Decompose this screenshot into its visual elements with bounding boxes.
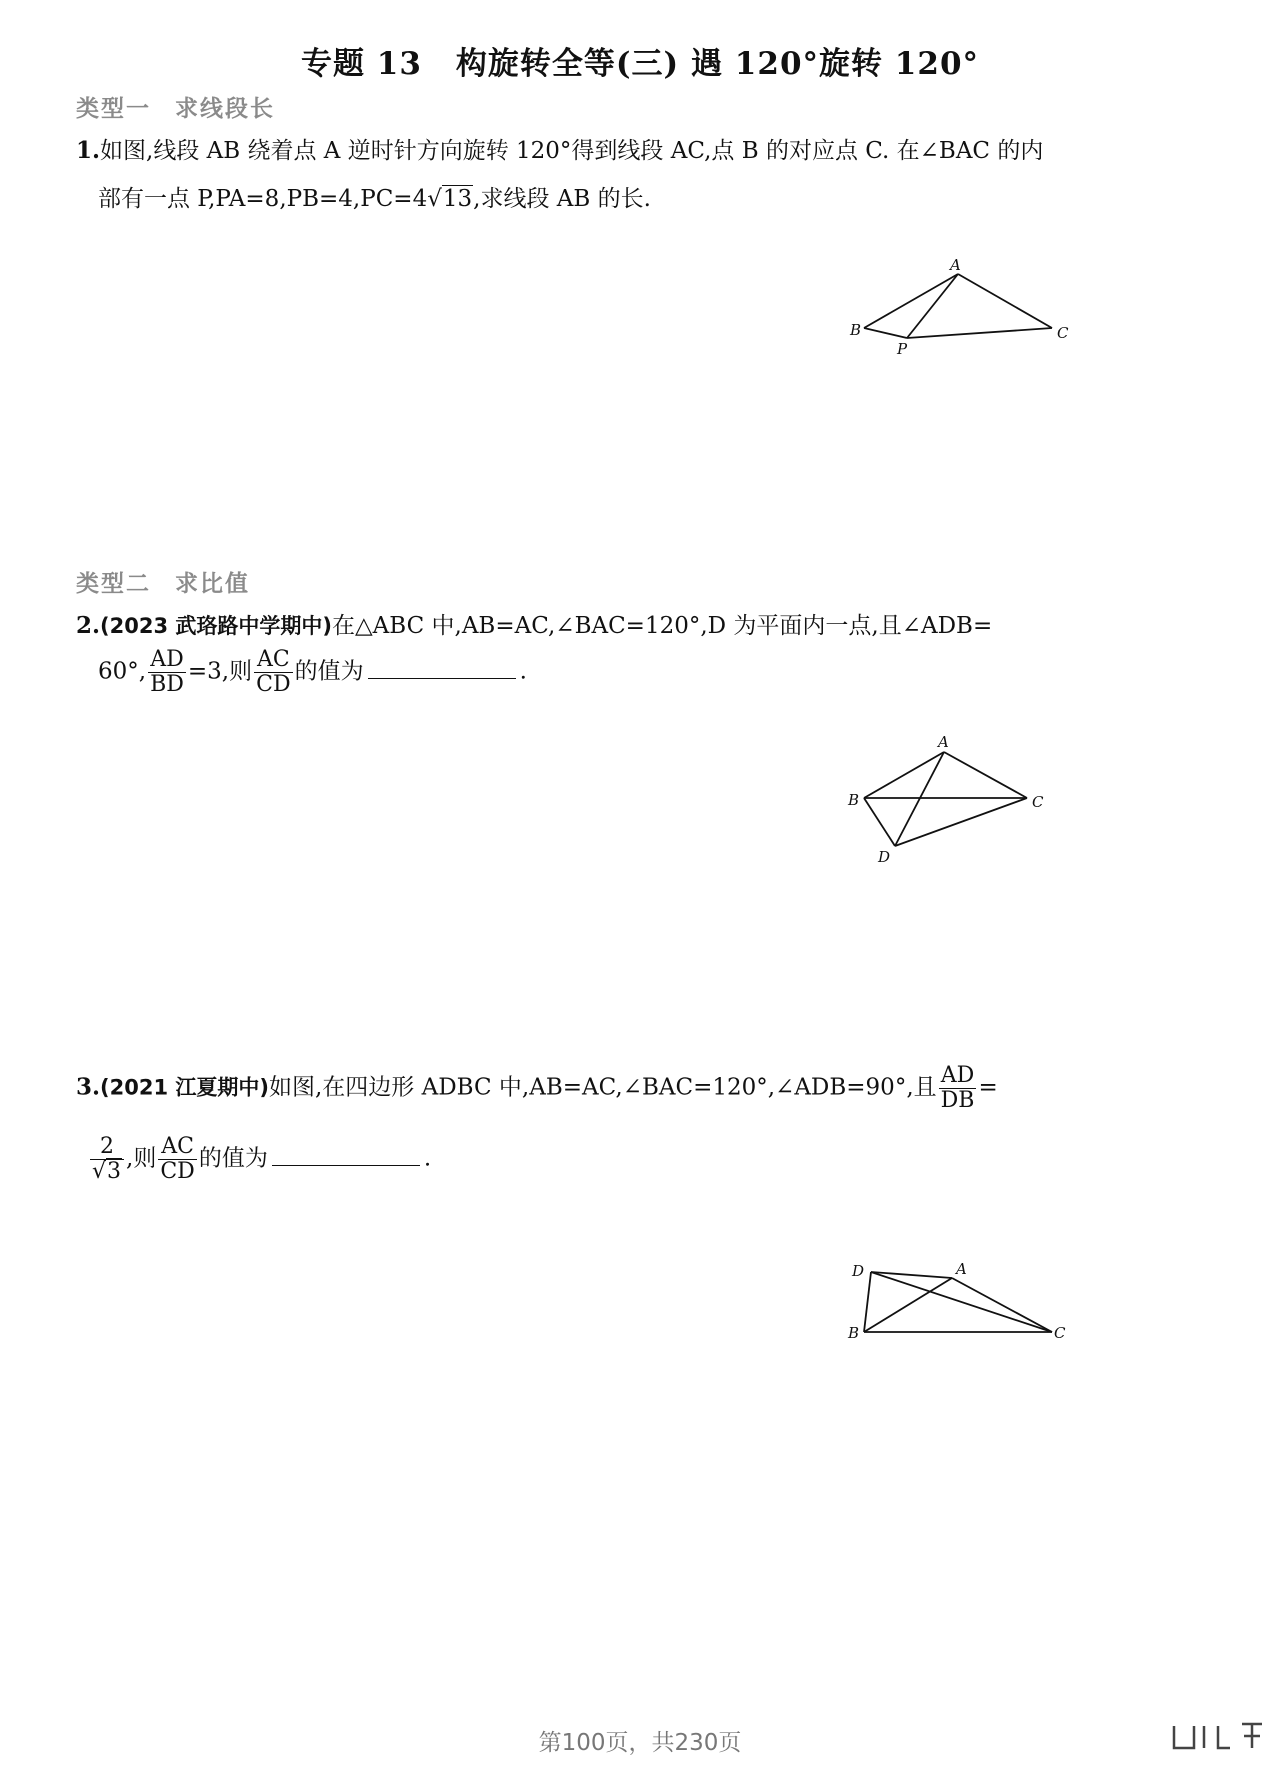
q3-figure [840,1250,1080,1360]
q2-text-2: 60°, [98,658,147,685]
q2-line-2 [98,648,527,697]
q3-line-1 [76,1064,998,1113]
q3-text-1: 如图,在四边形 ADBC 中,AB=AC,∠BAC=120°,∠ADB=90°,且 [268,1074,937,1101]
segment-da [871,1272,952,1278]
q2-text-3: =3,则 [187,658,253,685]
point-label-b: B [848,791,860,809]
q3-source: (2021 江夏期中) [100,1075,269,1100]
point-label-a: A [938,733,949,751]
q3-text-4: 的值为 [198,1145,268,1172]
fraction-denominator: CD [256,672,291,698]
section-heading-type-1 [76,90,275,123]
q2-text-4: 的值为 [294,658,364,685]
fraction-numerator: AD [148,648,186,673]
q1-text-1: 如图,线段 AB 绕着点 A 逆时针方向旋转 120°得到线段 AC,点 B 的对应点 C. 在∠BAC 的内 [100,138,1044,164]
q1-line-1 [76,132,1043,165]
fraction-numerator: AC [158,1135,196,1160]
fraction-denominator-sqrt: √3 [92,1159,122,1185]
point-label-a: A [956,1260,967,1278]
q1-number: 1. [76,137,101,164]
sqrt-radicand: 13 [442,186,473,212]
segment-ac [944,752,1027,798]
fraction-2-sqrt3 [90,1135,124,1184]
point-label-p: P [897,340,908,358]
segment-bp [864,328,907,338]
segment-bd [864,798,895,846]
answer-blank[interactable] [272,1164,420,1166]
section-name: 求线段长 [175,96,275,122]
sqrt-radicand: 3 [107,1159,122,1185]
document-viewer-controls[interactable] [1168,1718,1268,1766]
q2-line-1 [76,607,992,640]
title-topic-number: 专题 13 [300,46,422,82]
q3-text-3: ,则 [126,1145,157,1172]
segment-db [864,1272,871,1332]
section-label: 类型二 [76,571,151,597]
segment-ab [864,274,958,328]
q1-text-3: ,求线段 AB 的长. [473,186,651,212]
point-label-c: C [1054,1324,1066,1342]
sqrt-expression: √13 [427,186,473,212]
segment-dc [895,798,1027,846]
fraction-numerator: AC [254,648,292,673]
q3-line-2 [88,1135,431,1184]
segment-ac [958,274,1052,328]
fraction-ac-cd [158,1135,196,1184]
fraction-numerator: AD [939,1064,977,1089]
point-label-c: C [1057,324,1069,342]
fraction-numerator: 2 [90,1135,124,1160]
q1-figure [840,250,1100,370]
q2-number: 2. [76,612,101,639]
q2-figure [840,730,1060,870]
q1-text-2: 部有一点 P,PA=8,PB=4,PC=4 [98,186,428,212]
fraction-ac-cd [254,648,292,697]
q3-text-2: = [978,1074,998,1101]
q2-source: (2023 武珞路中学期中) [100,614,332,638]
page-nav-icon[interactable] [1168,1718,1268,1758]
page-title [0,38,1280,83]
point-label-b: B [850,321,862,339]
fraction-denominator: DB [940,1088,975,1114]
section-heading-type-2 [76,565,250,598]
segment-dc [871,1272,1052,1332]
segment-ap [907,274,958,338]
q2-figure-lines [864,752,1027,846]
point-label-d: D [878,848,891,866]
q1-line-2 [98,180,651,213]
q1-figure-lines [864,274,1052,338]
title-topic-name: 构旋转全等(三) 遇 120°旋转 120° [455,46,980,82]
q3-number: 3. [76,1073,101,1101]
segment-ac [952,1278,1052,1332]
fraction-ad-db [939,1064,977,1113]
segment-pc [907,328,1052,338]
q3-text-5: . [423,1145,432,1172]
point-label-c: C [1032,793,1044,811]
section-name: 求比值 [175,571,250,597]
answer-blank[interactable] [368,677,516,679]
segment-ab [864,1278,952,1332]
page-counter: 第100页，共230页 [538,1730,742,1756]
point-label-d: D [852,1262,865,1280]
q2-text-1: 在△ABC 中,AB=AC,∠BAC=120°,D 为平面内一点,且∠ADB= [331,613,993,639]
section-label: 类型一 [76,96,151,122]
fraction-denominator: BD [150,672,184,698]
q2-text-5: . [519,658,527,685]
point-label-b: B [848,1324,860,1342]
fraction-denominator: CD [160,1159,195,1185]
point-label-a: A [950,256,961,274]
fraction-ad-bd [148,648,186,697]
q3-figure-lines [864,1272,1052,1332]
